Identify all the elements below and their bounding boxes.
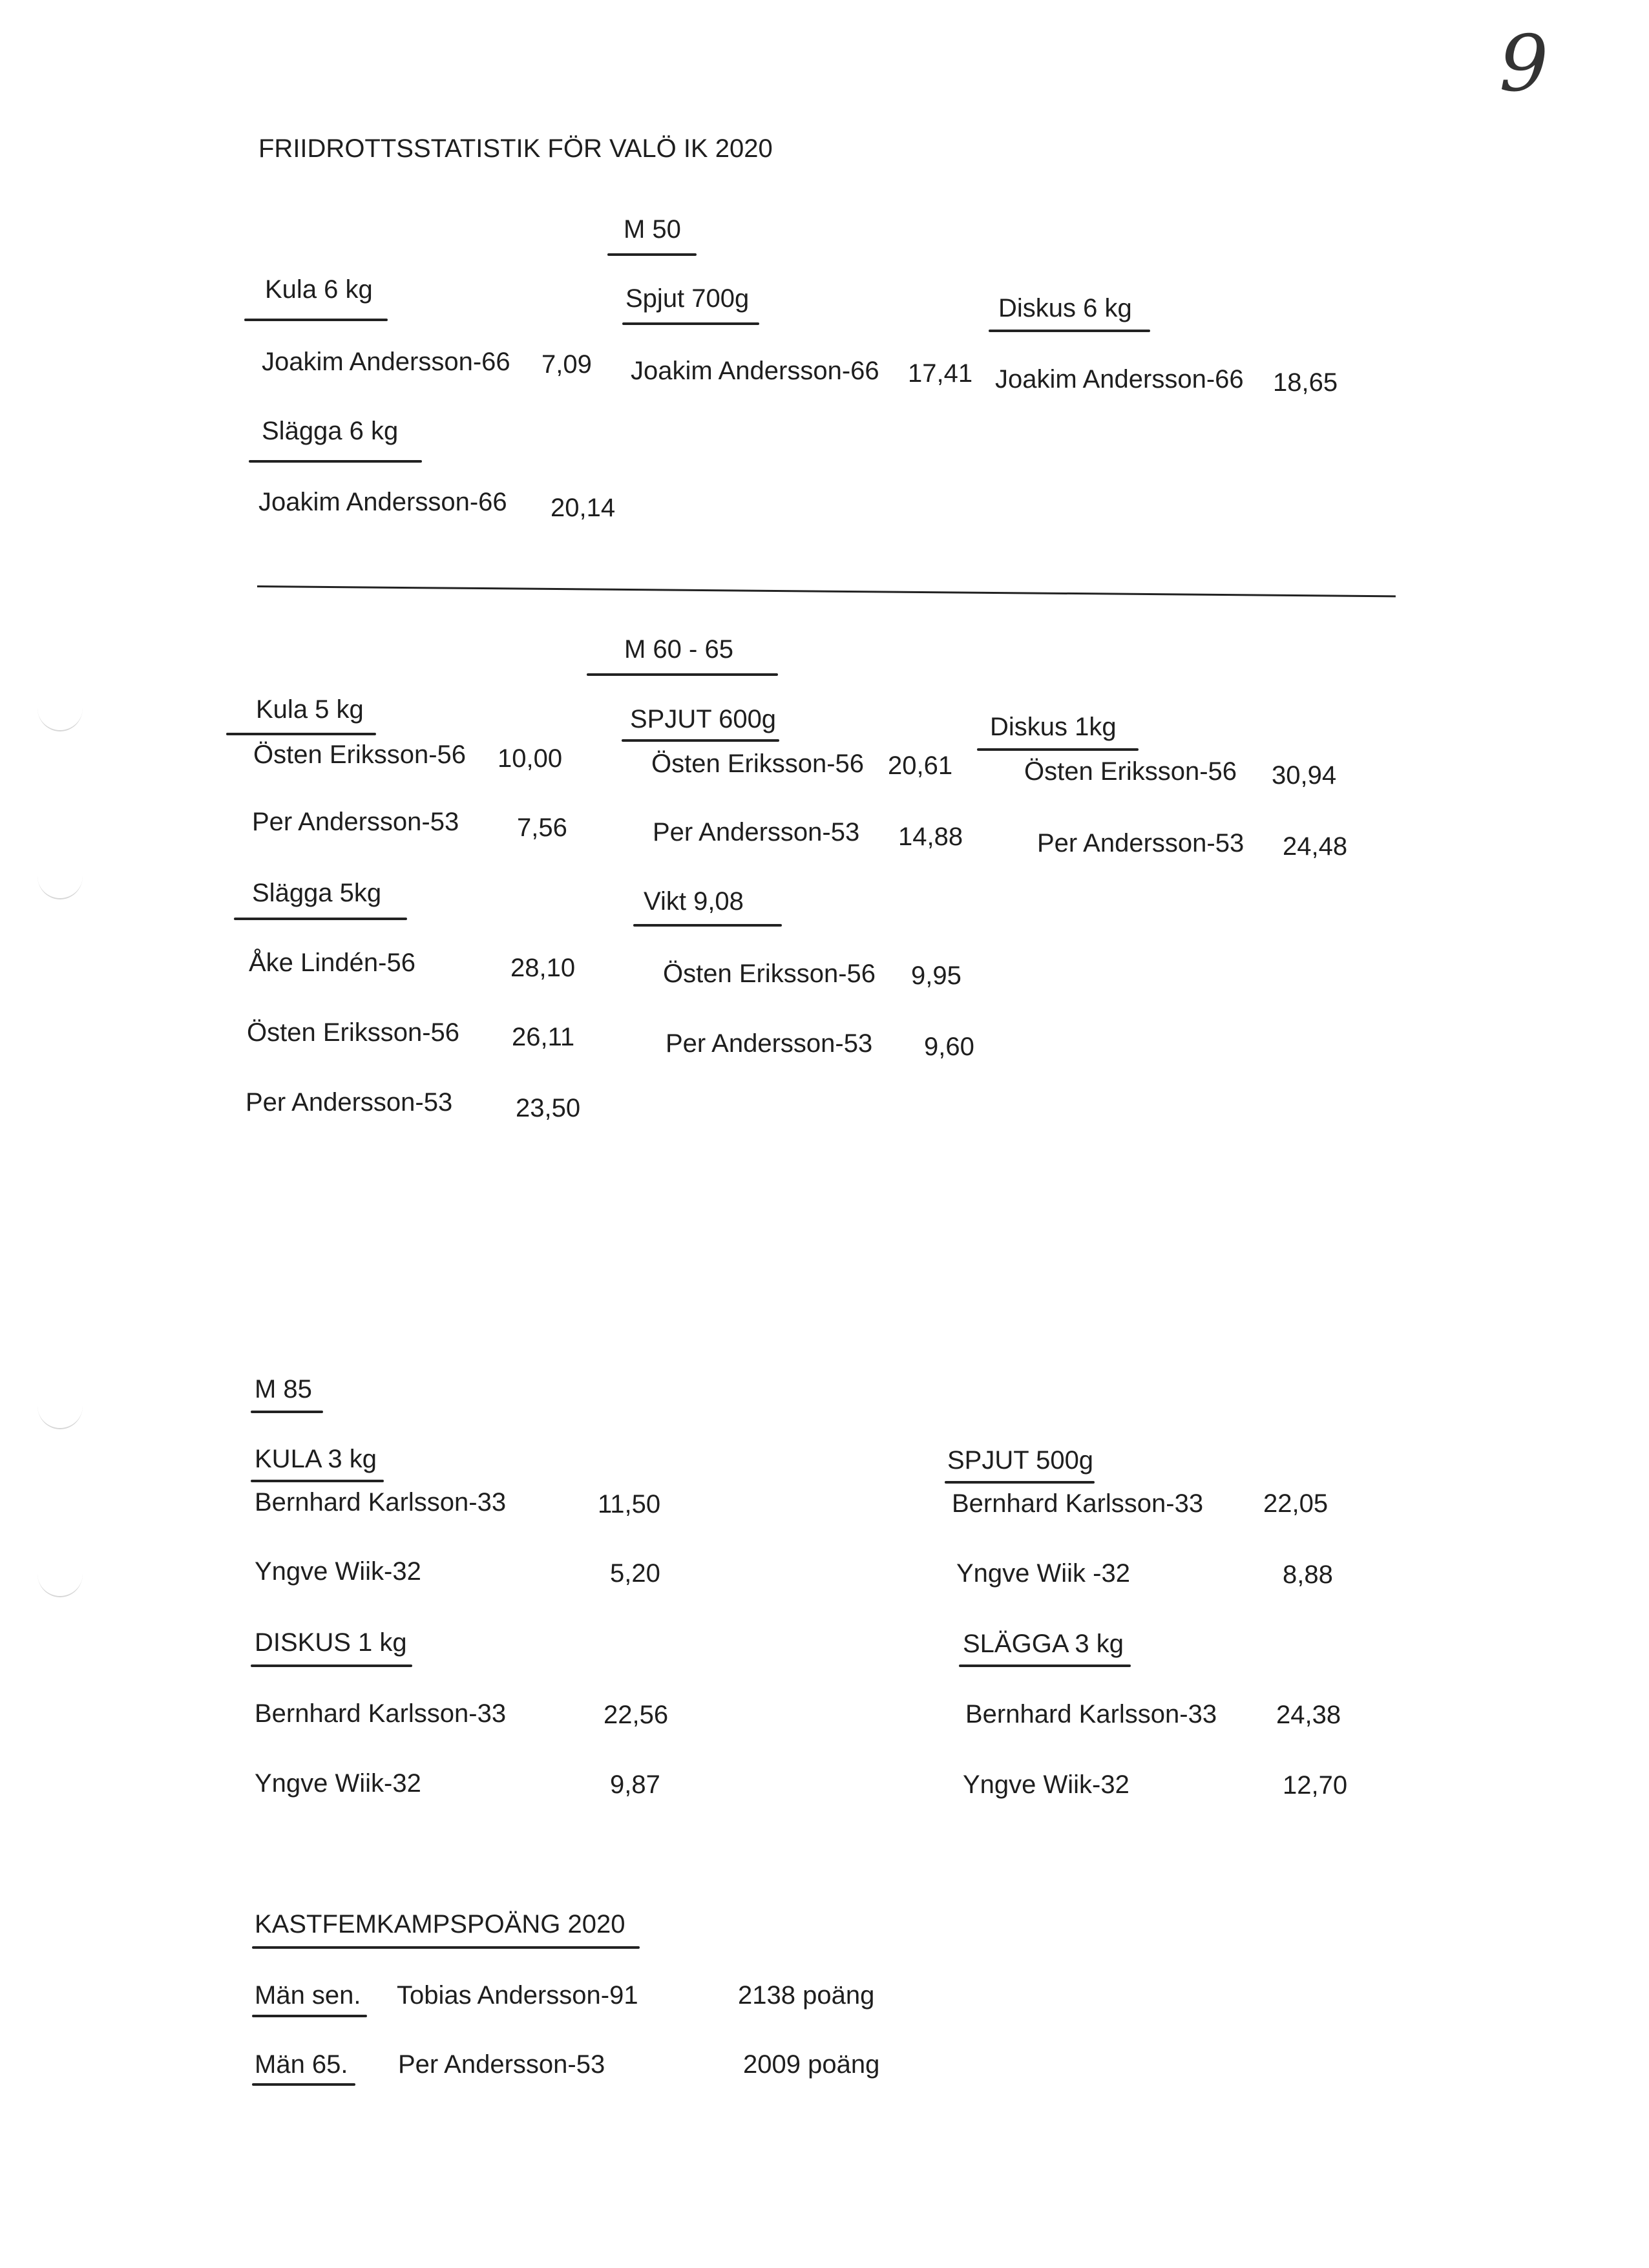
underline — [252, 1946, 640, 1949]
underline — [251, 1664, 412, 1667]
result-name: Bernhard Karlsson-33 — [965, 1700, 1217, 1728]
result-value: 18,65 — [1273, 368, 1338, 397]
result-value: 7,09 — [541, 350, 592, 379]
result-name: Per Andersson-53 — [252, 808, 459, 836]
result-value: 28,10 — [510, 954, 576, 982]
event-heading-diskus-m60: Diskus 1kg — [990, 713, 1117, 741]
kastfemkamp-name: Tobias Andersson-91 — [397, 1981, 638, 2010]
section-divider — [257, 585, 1396, 597]
result-name: Bernhard Karlsson-33 — [255, 1699, 507, 1728]
underline — [234, 918, 407, 920]
result-name: Joakim Andersson-66 — [631, 357, 879, 385]
result-name: Joakim Andersson-66 — [258, 488, 507, 516]
underline — [959, 1664, 1131, 1667]
result-name: Åke Lindén-56 — [249, 949, 415, 977]
result-value: 9,60 — [924, 1033, 974, 1061]
event-heading-vikt-m60: Vikt 9,08 — [644, 887, 744, 916]
underline — [622, 739, 779, 742]
result-name: Östen Eriksson-56 — [1024, 757, 1237, 786]
result-name: Per Andersson-53 — [1037, 829, 1245, 857]
result-value: 7,56 — [517, 814, 567, 842]
event-heading-kula-m85: KULA 3 kg — [255, 1445, 377, 1473]
underline — [945, 1481, 1095, 1484]
underline — [251, 1411, 323, 1413]
underline — [607, 253, 697, 256]
event-heading-slagga-m60: Slägga 5kg — [252, 879, 382, 907]
result-value: 12,70 — [1283, 1771, 1348, 1800]
result-value: 23,50 — [516, 1094, 581, 1122]
event-heading-spjut-m50: Spjut 700g — [625, 284, 750, 313]
binder-hole — [37, 1383, 83, 1429]
kastfemkamp-name: Per Andersson-53 — [398, 2050, 605, 2079]
result-value: 22,56 — [604, 1701, 669, 1729]
result-name: Yngve Wiik -32 — [956, 1559, 1130, 1588]
underline — [252, 2083, 355, 2086]
result-name: Per Andersson-53 — [666, 1029, 873, 1058]
page-title: FRIIDROTTSSTATISTIK FÖR VALÖ IK 2020 — [258, 134, 773, 163]
class-heading-m50: M 50 — [624, 215, 681, 244]
event-heading-kula-m60: Kula 5 kg — [256, 695, 364, 724]
event-heading-slagga-m85: SLÄGGA 3 kg — [963, 1630, 1124, 1658]
result-name: Bernhard Karlsson-33 — [952, 1489, 1204, 1518]
result-name: Yngve Wiik-32 — [255, 1769, 421, 1798]
result-value: 14,88 — [898, 823, 963, 851]
result-name: Östen Eriksson-56 — [253, 740, 467, 769]
kastfemkamp-heading: KASTFEMKAMPSPOÄNG 2020 — [255, 1910, 625, 1938]
result-value: 24,38 — [1276, 1701, 1341, 1729]
result-value: 5,20 — [610, 1559, 660, 1588]
underline — [977, 748, 1139, 751]
result-name: Östen Eriksson-56 — [663, 960, 876, 988]
binder-hole — [37, 1551, 83, 1597]
result-name: Yngve Wiik-32 — [255, 1557, 421, 1586]
event-heading-diskus-m50: Diskus 6 kg — [998, 294, 1132, 322]
event-heading-slagga-m50: Slägga 6 kg — [262, 417, 399, 445]
result-value: 30,94 — [1272, 761, 1337, 790]
underline — [244, 319, 388, 321]
result-value: 17,41 — [908, 359, 973, 388]
result-value: 22,05 — [1263, 1489, 1329, 1518]
page-number: 9 — [1499, 19, 1549, 109]
underline — [622, 322, 759, 325]
kastfemkamp-category: Män 65. — [255, 2050, 348, 2079]
class-heading-m85: M 85 — [255, 1375, 312, 1403]
result-name: Bernhard Karlsson-33 — [255, 1488, 507, 1517]
underline — [587, 673, 778, 676]
result-name: Yngve Wiik-32 — [963, 1770, 1129, 1799]
underline — [252, 2015, 367, 2017]
underline — [249, 460, 422, 463]
result-value: 11,50 — [598, 1490, 661, 1518]
result-value: 9,87 — [610, 1770, 660, 1799]
result-value: 9,95 — [911, 961, 961, 990]
result-value: 26,11 — [512, 1023, 575, 1051]
event-heading-spjut-m60: SPJUT 600g — [630, 705, 777, 733]
underline — [251, 1480, 384, 1482]
result-name: Östen Eriksson-56 — [651, 750, 865, 778]
result-name: Per Andersson-53 — [653, 818, 860, 846]
event-heading-spjut-m85: SPJUT 500g — [947, 1446, 1094, 1475]
binder-hole — [37, 685, 83, 731]
binder-hole — [37, 853, 83, 899]
result-value: 20,14 — [551, 494, 616, 522]
result-name: Östen Eriksson-56 — [247, 1018, 460, 1047]
class-heading-m60-65: M 60 - 65 — [624, 635, 733, 664]
result-name: Per Andersson-53 — [246, 1088, 453, 1117]
result-name: Joakim Andersson-66 — [995, 365, 1244, 394]
result-name: Joakim Andersson-66 — [262, 348, 510, 376]
result-value: 8,88 — [1283, 1560, 1333, 1589]
underline — [226, 733, 376, 735]
kastfemkamp-points: 2009 poäng — [743, 2050, 880, 2079]
kastfemkamp-points: 2138 poäng — [738, 1981, 875, 2010]
event-heading-kula-m50: Kula 6 kg — [265, 275, 373, 304]
event-heading-diskus-m85: DISKUS 1 kg — [255, 1628, 407, 1657]
underline — [633, 924, 782, 927]
kastfemkamp-category: Män sen. — [255, 1981, 361, 2010]
underline — [989, 330, 1150, 332]
result-value: 10,00 — [498, 744, 563, 773]
result-value: 20,61 — [888, 751, 953, 780]
result-value: 24,48 — [1283, 832, 1348, 861]
